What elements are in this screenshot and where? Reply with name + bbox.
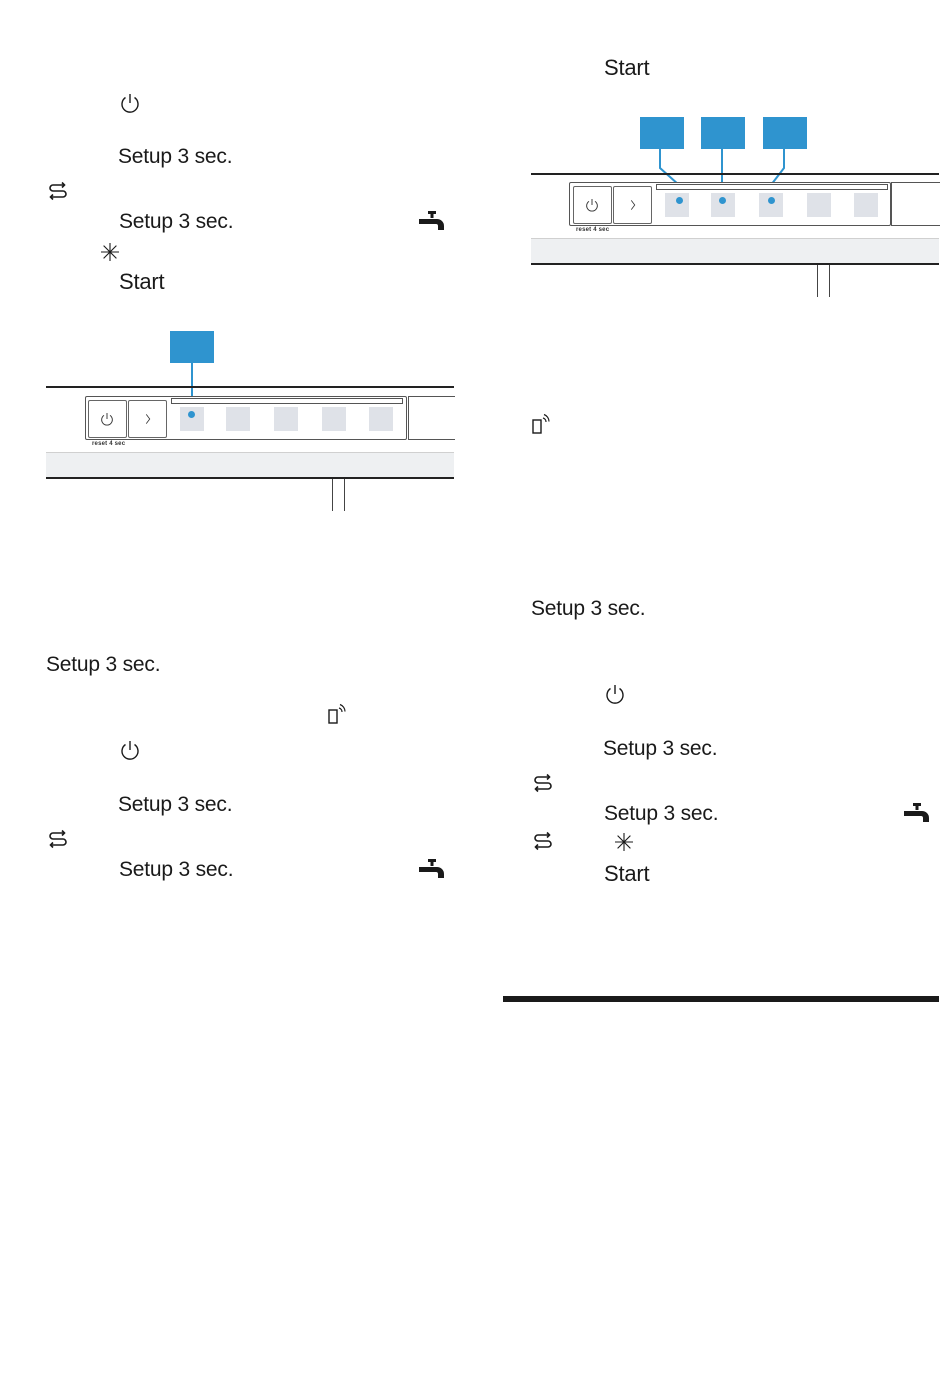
program-switch-icon [46,180,70,204]
start-label: Start [119,269,165,294]
program-key-4[interactable] [807,193,831,217]
door-strip [46,452,454,478]
setup-label: Setup 3 sec. [119,210,234,233]
sparkle-icon [612,830,636,854]
display-window [891,182,940,226]
setup-label: Setup 3 sec. [118,145,233,168]
display-slot [656,184,888,190]
setup-label: Setup 3 sec. [531,597,646,620]
remote-start-icon [325,702,349,726]
reset-label: reset 4 sec [92,441,126,447]
water-tap-icon [418,858,446,884]
program-switch-icon [46,828,70,852]
setup-label: Setup 3 sec. [118,793,233,816]
section-divider [503,996,939,1002]
start-label: Start [604,861,650,886]
setup-label: Setup 3 sec. [46,653,161,676]
program-switch-icon [531,772,555,796]
sparkle-icon [98,240,122,264]
display-window [408,396,455,440]
power-button[interactable] [88,400,127,438]
program-key-2[interactable] [226,407,250,431]
panel-bottom-edge [531,263,939,265]
callout-dot-2 [719,197,726,204]
door-strip [531,238,939,264]
next-button[interactable] [128,400,167,438]
setup-label: Setup 3 sec. [603,737,718,760]
door-handle [817,265,830,297]
callout-marker-2 [701,117,745,149]
next-button[interactable] [613,186,652,224]
start-label: Start [604,55,650,80]
display-slot [171,398,403,404]
remote-start-icon [529,412,553,436]
door-handle [332,479,345,511]
setup-label: Setup 3 sec. [604,802,719,825]
setup-label: Setup 3 sec. [119,858,234,881]
callout-marker-3 [763,117,807,149]
power-button[interactable] [573,186,612,224]
power-icon [603,682,627,706]
power-icon [118,91,142,115]
callout-marker-1 [640,117,684,149]
program-key-5[interactable] [854,193,878,217]
callout-marker [170,331,214,363]
callout-dot-1 [676,197,683,204]
program-switch-icon [531,830,555,854]
power-icon [118,738,142,762]
callout-dot [188,411,195,418]
program-key-4[interactable] [322,407,346,431]
panel-bottom-edge [46,477,454,479]
panel-top-edge [46,386,454,388]
program-key-5[interactable] [369,407,393,431]
water-tap-icon [903,802,931,828]
reset-label: reset 4 sec [576,227,610,233]
water-tap-icon [418,210,446,236]
program-key-3[interactable] [274,407,298,431]
panel-top-edge [531,173,939,175]
callout-dot-3 [768,197,775,204]
